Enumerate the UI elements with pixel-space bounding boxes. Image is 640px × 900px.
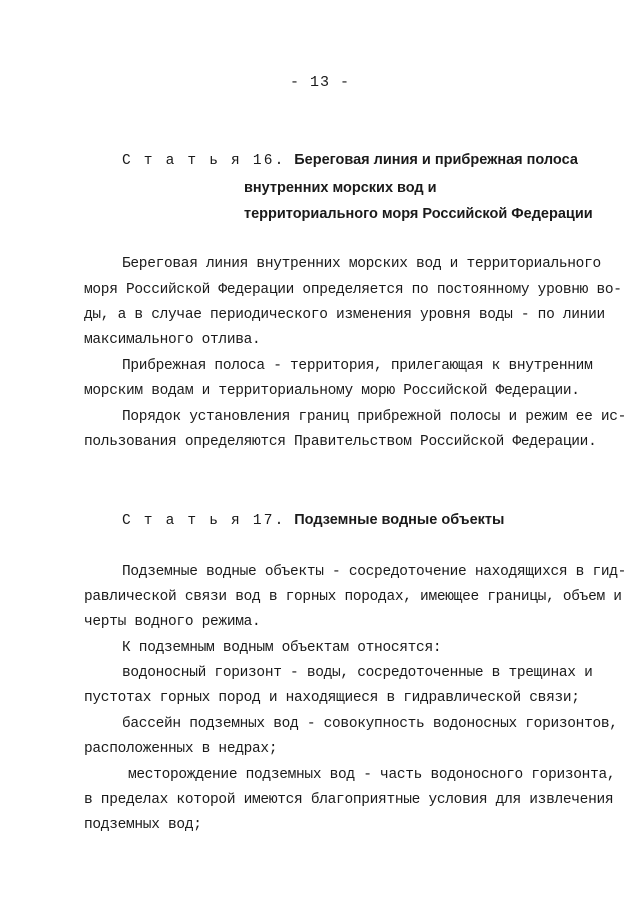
article-16-para-2-line-1: Прибрежная полоса - территория, прилегающая к внутренним	[122, 358, 593, 374]
article-17-para-1-line-3: черты водного режима.	[84, 614, 261, 630]
article-17-para-3-line-2: пустотах горных пород и находящиеся в гидравлической связи;	[84, 690, 580, 706]
article-17-title: Подземные водные объекты	[294, 512, 505, 528]
article-17-para-5-line-2: в пределах которой имеются благоприятные условия для извлечения	[84, 792, 614, 808]
article-16-para-3-line-1: Порядок установления границ прибрежной полосы и режим ее ис-	[122, 409, 627, 425]
article-16-para-1-line-1: Береговая линия внутренних морских вод и территориального	[122, 256, 601, 272]
page-number: - 13 -	[289, 74, 350, 91]
article-17-para-4-line-2: расположенных в недрах;	[84, 741, 278, 757]
article-16-title-line-1: Береговая линия и прибрежная полоса	[294, 152, 578, 168]
article-16-label: С т а т ь я 16.	[122, 153, 286, 169]
article-17-para-5-line-1: месторождение подземных вод - часть водоносного горизонта,	[128, 767, 616, 783]
article-16-para-3-line-2: пользования определяются Правительством Российской Федерации.	[84, 434, 597, 450]
article-16-para-2-line-2: морским водам и территориальному морю Российской Федерации.	[84, 383, 580, 399]
article-17-heading	[122, 512, 504, 529]
article-16-title-line-2: внутренних морских вод и	[244, 180, 437, 196]
article-16-para-1-line-3: ды, а в случае периодического изменения уровня воды - по линии	[84, 307, 605, 323]
article-16-heading	[122, 152, 578, 169]
article-17-para-1-line-1: Подземные водные объекты - сосредоточение находящихся в гид-	[122, 564, 627, 580]
article-16-para-1-line-2: моря Российской Федерации определяется по постоянному уровню во-	[84, 282, 622, 298]
article-17-para-5-line-3: подземных вод;	[84, 817, 202, 833]
article-16-para-1-line-4: максимального отлива.	[84, 332, 261, 348]
article-17-para-3-line-1: водоносный горизонт - воды, сосредоточенные в трещинах и	[122, 665, 593, 681]
article-17-para-4-line-1: бассейн подземных вод - совокупность водоносных горизонтов,	[122, 716, 618, 732]
article-16-title-line-3: территориального моря Российской Федерации	[244, 206, 593, 222]
article-17-para-1-line-2: равлической связи вод в горных породах, имеющее границы, объем и	[84, 589, 622, 605]
article-17-para-2-line-1: К подземным водным объектам относятся:	[122, 640, 442, 656]
article-17-label: С т а т ь я 17.	[122, 513, 286, 529]
